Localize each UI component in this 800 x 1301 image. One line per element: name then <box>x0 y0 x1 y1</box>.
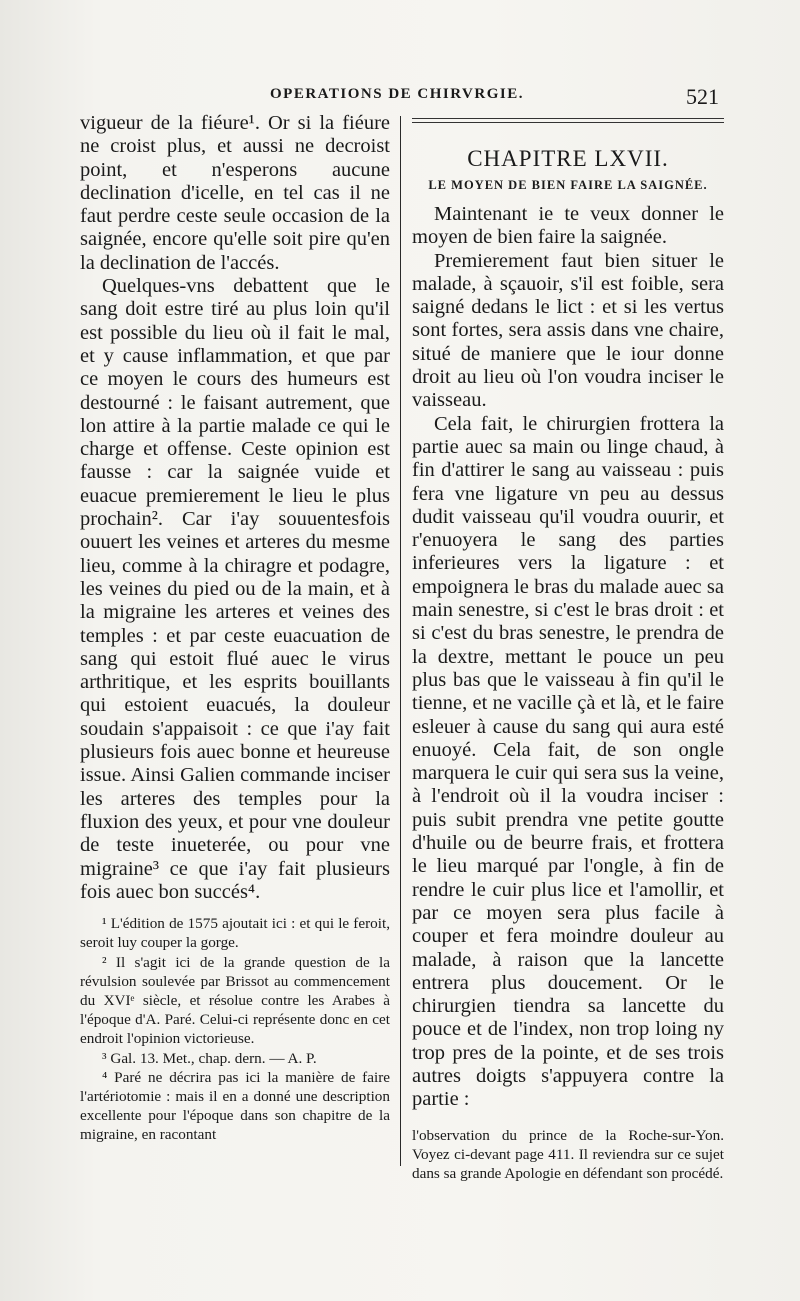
paragraph: Premierement faut bien situer le malade, à sçauoir, s'il est foible, sera saigné dedans le lict : et si les vertus sont fortes, sera assis dans vne chaire, situé de maniere que le iour donne droit au lieu où l'on voudra inciser le vaisseau. <box>412 249 724 412</box>
footnotes <box>80 914 390 1144</box>
footnote: ² Il s'agit ici de la grande question de la révulsion soulevée par Brissot au commencement du XVIᵉ siècle, et résolue contre les Arabes à l'époque d'A. Paré. Celui-ci représente donc en cet endroit l'opinion victorieuse. <box>80 953 390 1048</box>
footnote-continuation-block <box>412 1126 724 1184</box>
column-divider <box>400 116 401 1166</box>
footnote: ¹ L'édition de 1575 ajoutait ici : et qui le feroit, seroit luy couper la gorge. <box>80 915 390 952</box>
left-column <box>80 112 390 1145</box>
paragraph: Cela fait, le chirurgien frottera la partie auec sa main ou linge chaud, à fin d'attirer le sang au vaisseau : puis fera vne ligature vn peu au dessus dudit vaisseau qu'il voudra ouurir, et r'enuoyera le sang des parties inferieures vers la ligature : et empoignera le bras du malade auec sa main senestre, si c'est le bras droit : et si c'est du bras senestre, le prendra de la dextre, mettant le pouce un peu plus bas que le vaisseau à fin qu'il le tienne, et ne vacille çà et là, et le faire esleuer à cause du sang qui aura esté enuoyé. Cela fait, de son ongle marquera le cuir qui sera sus la veine, à l'endroit où il la voudra inciser : puis subit prendra vne petite goutte d'huile ou de beurre frais, et frottera le lieu marqué par l'ongle, à fin de rendre le cuir plus lice et l'amollir, et par ce moyen sera plus facile à couper et fera moindre douleur au malade, à raison que la lancette entrera plus doucement. Or le chirurgien tiendra sa lancette du pouce et de l'index, non trop loing ny trop pres de la pointe, et de ses trois autres doigts s'appuyera contre la partie : <box>412 412 724 1111</box>
paragraph: Maintenant ie te veux donner le moyen de bien faire la saignée. <box>412 203 724 249</box>
right-body-text <box>412 203 724 1112</box>
chapter-title: CHAPITRE LXVII. <box>467 146 669 171</box>
running-title: OPERATIONS DE CHIRVRGIE. <box>270 86 524 102</box>
paragraph: vigueur de la fiéure¹. Or si la fiéure ne croist plus, et aussi ne decroist point, et n'esperons aucune declination d'icelle, en tel cas il ne faut perdre ceste seule occasion de la saignée, encore qu'elle soit pire qu'en la declination de l'accés. <box>80 112 390 274</box>
chapter-subtitle: LE MOYEN DE BIEN FAIRE LA SAIGNÉE. <box>428 178 708 192</box>
footnote: ³ Gal. 13. Met., chap. dern. — A. P. <box>102 1049 317 1067</box>
left-body-text <box>80 112 390 904</box>
footnote-continuation: l'observation du prince de la Roche-sur-Yon. Voyez ci-devant page 411. Il reviendra sur ce sujet dans sa grande Apologie en défendant son procédé. <box>412 1126 724 1182</box>
page-number: 521 <box>686 84 719 109</box>
paragraph: Quelques-vns debattent que le sang doit estre tiré au plus loin qu'il est possible du lieu où il fait le mal, et y cause inflammation, et que par ce moyen le cours des humeurs est destourné : le faisant autrement, que lon attire à la partie malade ce qui le charge et offense. Ceste opinion est fausse : car la saignée vuide et euacue premierement le lieu le plus prochain². Car i'ay souuentesfois ouuert les veines et arteres du mesme lieu, comme à la chiragre et podagre, les veines du pied ou de la main, et à la migraine les arteres et veines des temples : et par ceste euacuation de sang qui estoit flué auec le virus arthritique, et les esprits bouillants qui estoient euacués, la douleur soudain s'appaisoit : ce que i'ay fait plusieurs fois auec bonne et heureuse issue. Ainsi Galien commande inciser les arteres des temples pour la fluxion des yeux, et pour vne douleur de teste inueterée, ou pour vne migraine³ ce que i'ay fait plusieurs fois auec bon succés⁴. <box>80 275 390 903</box>
footnote: ⁴ Paré ne décrira pas ici la manière de faire l'artériotomie : mais il en a donné une description excellente pour l'époque dans son chapitre de la migraine, en racontant <box>80 1068 390 1144</box>
right-column <box>412 112 724 1183</box>
